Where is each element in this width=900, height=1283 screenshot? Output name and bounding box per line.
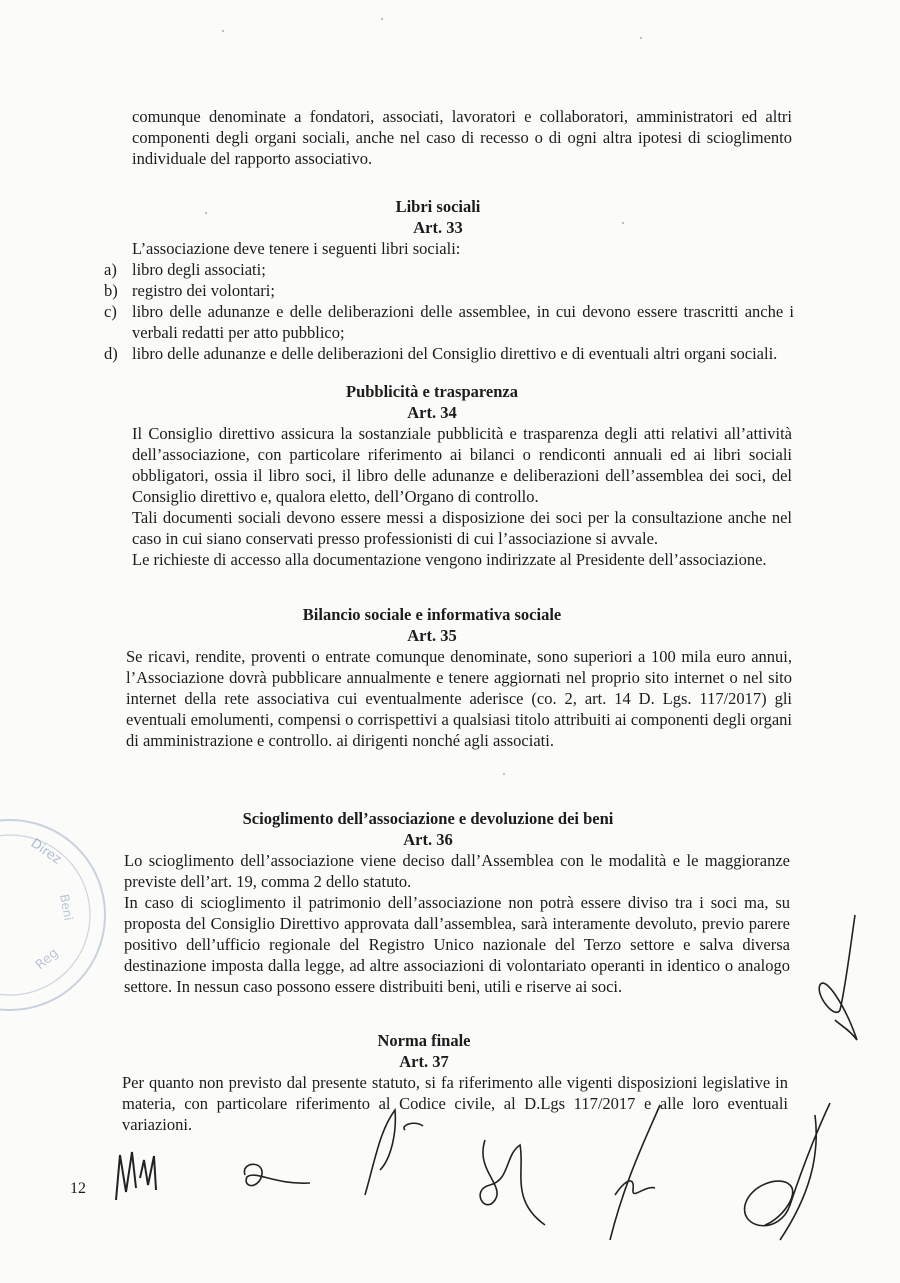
list-item-text: libro delle adunanze e delle deliberazioni del Consiglio direttivo e di eventuali altri organi sociali. [132,344,778,363]
page-number: 12 [70,1180,86,1197]
section-title-bilancio-sociale: Bilancio sociale e informativa sociale [302,605,562,624]
scan-speck [222,30,224,32]
signature-1 [110,1130,170,1210]
list-item [104,259,794,280]
article-34-paragraph-1: Il Consiglio direttivo assicura la sostanziale pubblicità e trasparenza degli atti relativi all’attività dell’associazione, con particolare riferimento ai bilanci o rendiconti annuali ed ai libri sociali obbligatori, ossia il libro soci, il libro delle adunanze e deliberazioni dell’assemblea dei soci, del Consiglio direttivo e, qualora eletto, dell’Organo di controllo. [132,424,792,506]
article-36-paragraph-2: In caso di scioglimento il patrimonio dell’associazione non potrà essere diviso tra i soci ma, su proposta del Consiglio Direttivo approvata dall’assemblea, sarà interamente devoluto, previo parere positivo dell’ufficio regionale del Registro Unico nazionale del Terzo settore e salva diversa destinazione imposta dalla legge, ad altre associazioni di volontariato operanti in identico o analogo settore. In nessun caso possono essere distribuiti beni, utili e riserve ai soci. [124,893,790,996]
list-item [104,343,794,364]
section-title-libri-sociali: Libri sociali [395,197,481,216]
article-36-label: Art. 36 [403,830,453,849]
article-34-paragraph-3: Le richieste di accesso alla documentazione vengono indirizzate al Presidente dell’associazione. [132,550,767,569]
list-marker: b) [104,281,118,300]
article-34-label: Art. 34 [407,403,457,422]
list-item-text: libro delle adunanze e delle deliberazioni delle assemblee, in cui devono essere trascritti anche i verbali redatti per atto pubblico; [132,302,794,342]
section-title-pubblicita: Pubblicità e trasparenza [345,382,519,401]
list-item [104,280,794,301]
article-34-body [132,423,792,570]
libri-sociali-list [104,259,794,364]
section-title-norma-finale: Norma finale [377,1031,471,1050]
list-marker: a) [104,260,117,279]
scan-speck [503,773,505,775]
signature-4 [465,1130,555,1230]
scan-speck [640,37,642,39]
official-stamp-icon [0,805,115,1025]
signature-2 [235,1155,315,1200]
article-35-body [126,646,792,751]
article-35-paragraph-1: Se ricavi, rendite, proventi o entrate comunque denominate, sono superiori a 100 mila euro annui, l’Associazione dovrà pubblicare annualmente e tenere aggiornati nel proprio sito internet o nel sito internet della rete associativa cui eventualmente aderisce (co. 2, art. 14 D. Lgs. 117/2017) gli eventuali emolumenti, compensi o corrispettivi a qualsiasi titolo attribuiti ai componenti degli organi di amministrazione e controllo. ai dirigenti nonché agli associati. [126,647,792,750]
article-33-label: Art. 33 [413,218,463,237]
intro-paragraph: comunque denominate a fondatori, associati, lavoratori e collaboratori, amministratori ed altri componenti degli organi sociali, anche nel caso di recesso o di ogni altra ipotesi di scioglimento individuale del rapporto associativo. [132,107,792,168]
list-marker: c) [104,302,117,321]
svg-text:Direz: Direz [27,835,64,868]
section-title-scioglimento: Scioglimento dell’associazione e devoluzione dei beni [242,809,614,828]
list-item-text: registro dei volontari; [132,281,275,300]
article-34-paragraph-2: Tali documenti sociali devono essere messi a disposizione dei soci per la consultazione anche nel caso in cui siano conservati presso professionisti di cui l’associazione si avvale. [132,508,792,548]
signature-7 [795,910,875,1050]
list-item [104,301,794,343]
article-33-lead: L’associazione deve tenere i seguenti libri sociali: [132,239,461,258]
article-37-paragraph-1: Per quanto non previsto dal presente statuto, si fa riferimento alle vigenti disposizioni legislative in materia, con particolare riferimento al Codice civile, al D.Lgs 117/2017 e alle loro eventuali variazioni. [122,1073,788,1134]
article-35-label: Art. 35 [407,626,457,645]
scan-speck [381,18,383,20]
article-36-paragraph-1: Lo scioglimento dell’associazione viene deciso dall’Assemblea con le modalità e le maggioranze previste dell’art. 19, comma 2 dello statuto. [124,851,790,891]
signature-5 [585,1100,695,1250]
svg-text:Reg: Reg [32,945,62,974]
signature-3 [355,1100,435,1200]
list-marker: d) [104,344,118,363]
signature-6 [720,1095,850,1245]
svg-text:Beni: Beni [57,893,76,922]
article-37-label: Art. 37 [399,1052,449,1071]
list-item-text: libro degli associati; [132,260,266,279]
article-36-body [124,850,790,997]
